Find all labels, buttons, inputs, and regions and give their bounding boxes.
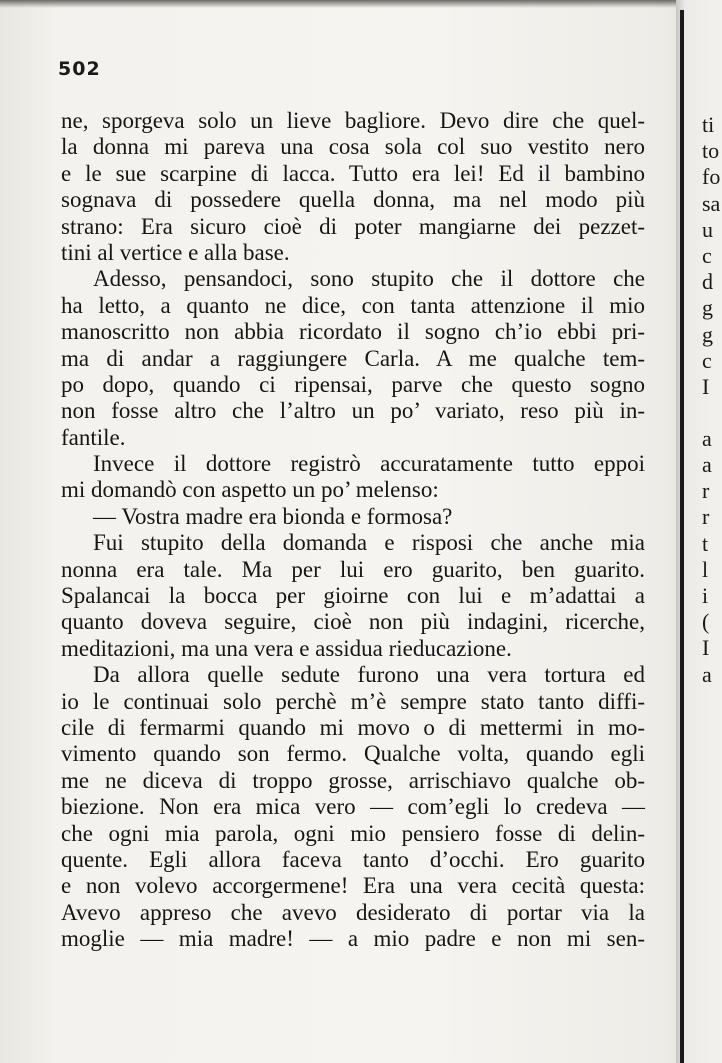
text-line: manoscritto non abbia ricordato il sogno ch’io ebbi pri- [61,319,645,345]
facing-page-letter: a [702,661,712,687]
facing-page-letter: i [702,583,709,608]
text-line: quanto doveva seguire, cioè non più indagini, ricerche, [61,609,645,635]
text-line: cile di fermarmi quando mi movo o di mettermi in mo- [61,714,645,740]
text-line: e le sue scarpine di lacca. Tutto era lei! Ed il bambino [61,160,645,186]
facing-page-letter: g [702,321,713,347]
text-line: nonna era tale. Ma per lui ero guarito, ben guarito. [61,556,645,582]
text-line: che ogni mia parola, ogni mio pensiero fosse di delin- [61,820,645,846]
text-line: biezione. Non era mica vero — com’egli lo credeva — [61,794,645,820]
text-line: Spalancai la bocca per gioirne con lui e m’adattai a [61,583,645,609]
text-line: tini al vertice e alla base. [61,239,290,265]
gutter-shadow-line [680,10,684,1063]
paragraph-start: Da allora quelle sedute furono una vera tortura ed [93,662,645,688]
facing-page-letter: I [702,635,710,661]
text-line: ne, sporgeva solo un lieve bagliore. Devo dire che quel- [61,108,645,133]
text-line: quente. Egli allora faceva tanto d’occhi. Ero guarito [61,846,645,872]
page-number: 502 [58,58,101,80]
facing-page-letter: I [702,373,710,399]
facing-page-letter: c [702,242,712,268]
text-line: me ne diceva di troppo grosse, arrischiavo qualche ob- [61,767,645,793]
facing-page-letter: t [702,530,709,556]
text-line: strano: Era sicuro cioè di poter mangiarne dei pezzet- [61,213,645,239]
scan-top-edge [0,0,722,8]
facing-page-letter: r [702,478,710,504]
facing-page-letter: r [702,504,710,530]
paragraph-start: Invece il dottore registrò accuratamente tutto eppoi [93,451,645,477]
facing-page-letter: to [702,138,720,164]
text-line: ha letto, a quanto ne dice, con tanta attenzione il mio [61,292,645,318]
facing-page-letter: sa [702,190,721,216]
text-line: moglie — mia madre! — a mio padre e non mi sen- [61,926,645,952]
facing-page-letter: g [702,295,713,321]
dialogue-line: — Vostra madre era bionda e formosa? [93,503,453,529]
text-line: fantile. [61,424,126,450]
facing-page-letter: l [702,556,709,582]
paragraph-start: Fui stupito della domanda e risposi che anche mia [93,530,645,556]
text-line: meditazioni, ma una vera e assidua rieducazione. [61,635,512,661]
paragraph-start: Adesso, pensandoci, sono stupito che il dottore che [93,266,645,292]
facing-page-letter: c [702,347,712,373]
text-line: io le continuai solo perchè m’è sempre stato tanto diffi- [61,688,645,714]
body-text [61,108,645,953]
text-line: la donna mi pareva una cosa sola col suo vestito nero [61,134,645,160]
text-line: vimento quando son fermo. Qualche volta, quando egli [61,741,645,767]
facing-page-letter: ti [702,112,715,137]
facing-page-letter: d [702,269,713,295]
text-line: po dopo, quando ci ripensai, parve che questo sogno [61,371,645,397]
facing-page-letter: u [702,216,713,242]
facing-page-letter: a [702,425,712,451]
text-line: e non volevo accorgermene! Era una vera cecità questa: [61,873,645,899]
facing-page-fragment [702,112,722,688]
facing-page-letter: a [702,452,712,478]
facing-page-letter: fo [702,164,721,190]
text-line: sognava di possedere quella donna, ma nel modo più [61,187,645,213]
text-line: ma di andar a raggiungere Carla. A me qualche tem- [61,345,645,371]
facing-page-letter: ( [702,609,710,635]
text-line: mi domandò con aspetto un po’ melenso: [61,477,439,503]
text-line: non fosse altro che l’altro un po’ variato, reso più in- [61,398,645,424]
text-line: Avevo appreso che avevo desiderato di portar via la [61,899,645,925]
